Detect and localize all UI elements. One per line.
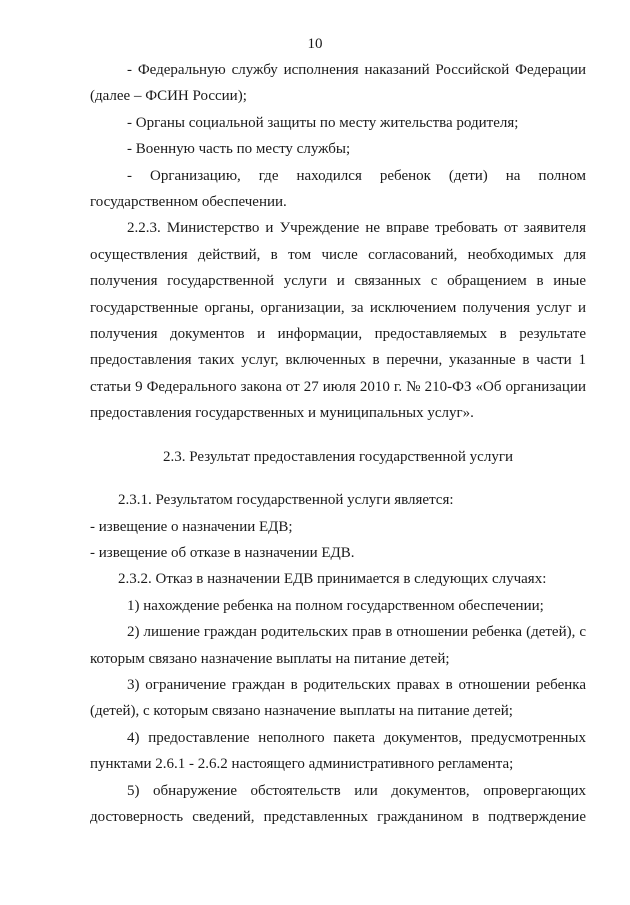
list-item-2: 2) лишение граждан родительских прав в отношении ребенка (детей), с которым связано назначение выплаты на питание детей; bbox=[90, 624, 586, 667]
list-item-5: 5) обнаружение обстоятельств или документов, опровергающих достоверность сведений, представленных гражданином в подтверждение bbox=[90, 782, 586, 825]
paragraph-fsin: - Федеральную службу исполнения наказаний Российской Федерации (далее – ФСИН России); bbox=[90, 62, 586, 105]
list-item-notice-assignment: - извещение о назначении ЕДВ; bbox=[90, 518, 293, 535]
list-item-notice-refusal: - извещение об отказе в назначении ЕДВ. bbox=[90, 544, 355, 561]
list-item-3: 3) ограничение граждан в родительских правах в отношении ребенка (детей), с которым связано назначение выплаты на питание детей; bbox=[90, 676, 586, 720]
paragraph-2-3-1: 2.3.1. Результатом государственной услуги является: bbox=[118, 492, 454, 509]
paragraph-military-unit: - Военную часть по месту службы; bbox=[127, 141, 351, 158]
list-item-4: 4) предоставление неполного пакета документов, предусмотренных пунктами 2.6.1 - 2.6.2 настоящего административного регламента; bbox=[90, 729, 586, 773]
paragraph-organization: - Организацию, где находился ребенок (дети) на полном государственном обеспечении. bbox=[90, 167, 586, 211]
list-item-1: 1) нахождение ребенка на полном государственном обеспечении; bbox=[127, 597, 544, 614]
page-number: 10 bbox=[307, 36, 323, 52]
paragraph-social-protection: - Органы социальной защиты по месту жительства родителя; bbox=[127, 114, 519, 131]
section-heading-2-3: 2.3. Результат предоставления государственной услуги bbox=[162, 448, 513, 465]
paragraph-2-3-2: 2.3.2. Отказ в назначении ЕДВ принимается в следующих случаях: bbox=[118, 571, 547, 588]
document-body bbox=[90, 57, 586, 830]
paragraph-2-2-3: 2.2.3. Министерство и Учреждение не вправе требовать от заявителя осуществления действий, в том числе согласований, необходимых для получения государственной услуги и связанных с обращением в иные государственные органы, организации, за исключением получения услуг и получения документов и информации, предоставляемых в результате предоставления таких услуг, включенных в перечни, указанные в части 1 статьи 9 Федерального закона от 27 июля 2010 г. № 210-ФЗ «Об организации предоставления государственных и муниципальных услуг». bbox=[90, 220, 586, 422]
